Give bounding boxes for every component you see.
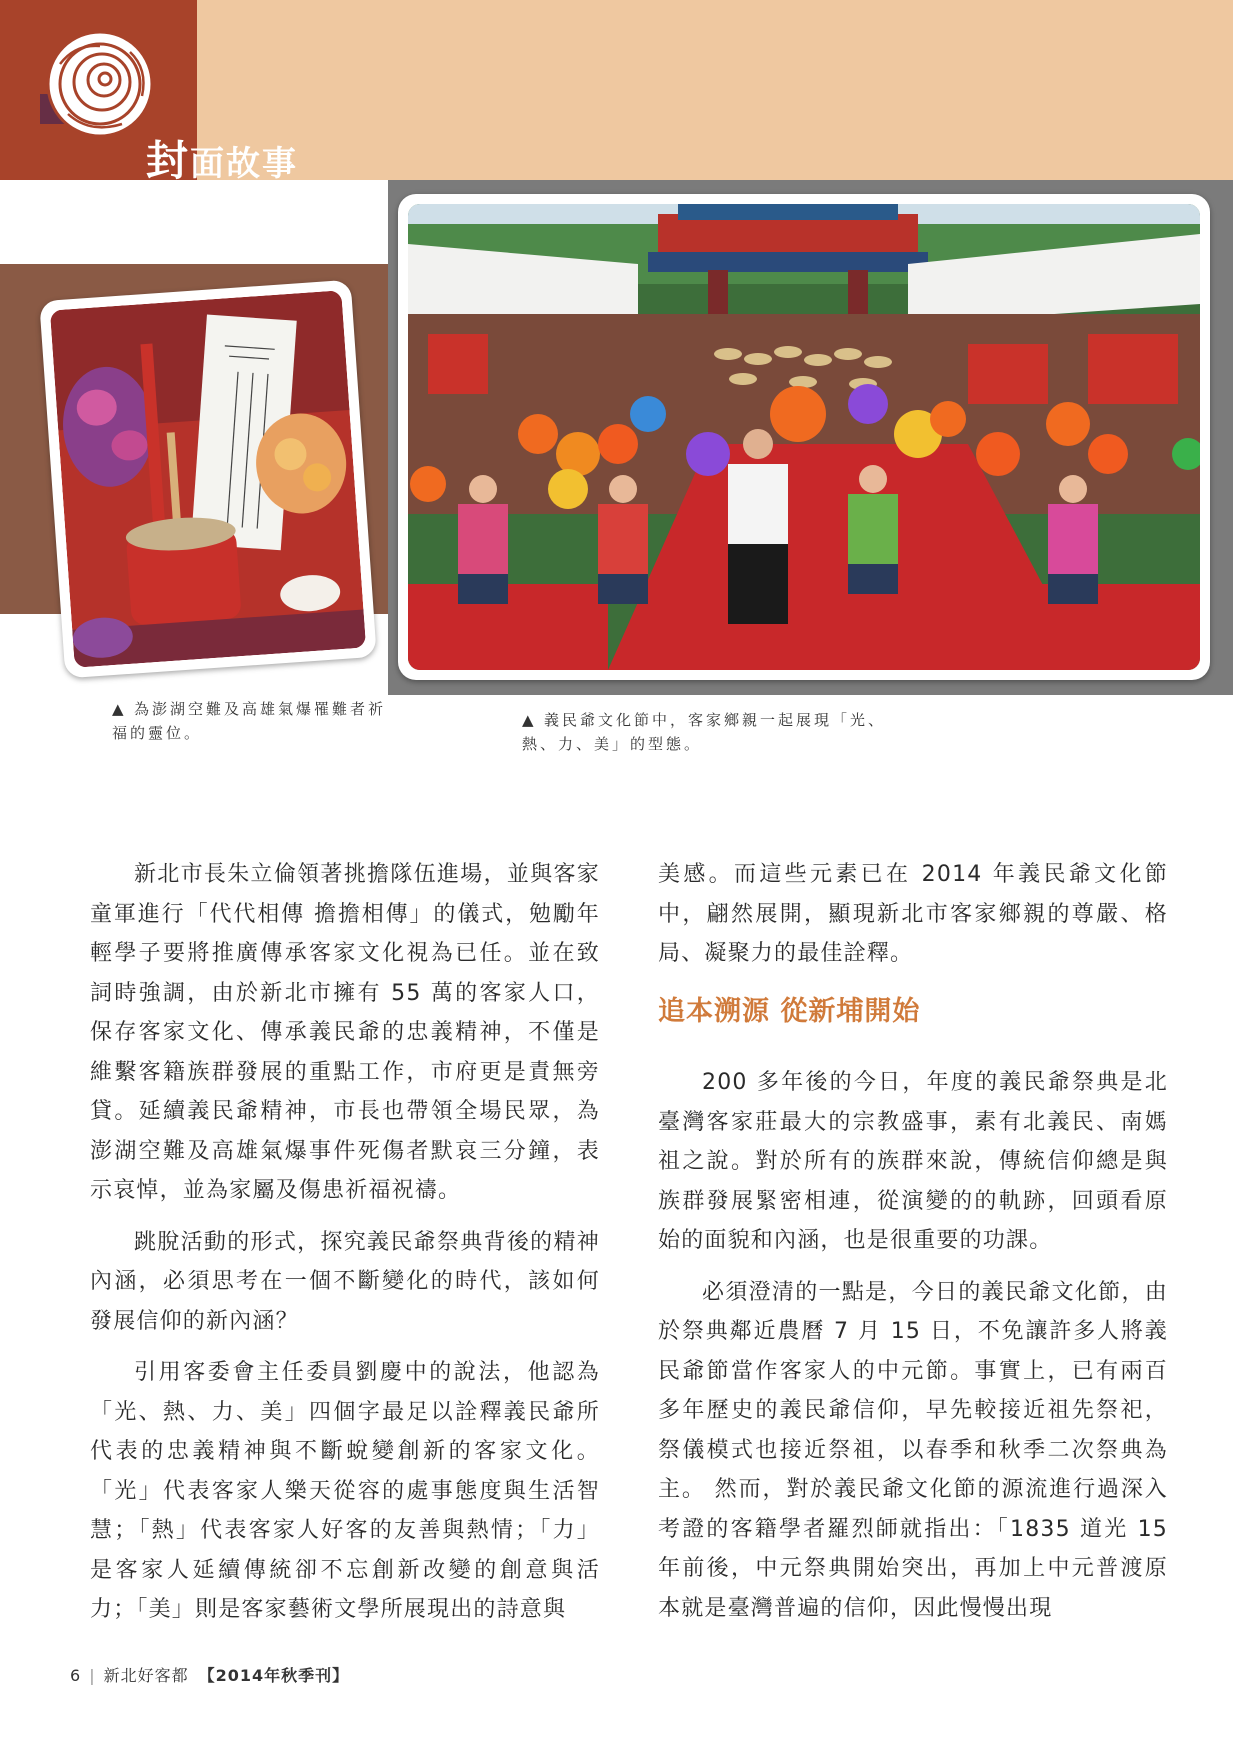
section-title-rest: 面故事 (190, 144, 299, 184)
article-paragraph: 引用客委會主任委員劉慶中的說法，他認為「光、熱、力、美」四個字最足以詮釋義民爺所代表的忠義精神與不斷蛻變創新的客家文化。「光」代表客家人樂天從容的處事態度與生活智慧；「熱」代表客家人好客的友善與熱情；「力」是客家人延續傳統卻不忘創新改變的創意與活力；「美」則是客家藝術文學所展現出的詩意與 (90, 1360, 600, 1622)
memorial-tablet-photo (39, 280, 377, 679)
article-paragraph: 必須澄清的一點是，今日的義民爺文化節，由於祭典鄰近農曆 7 月 15 日，不免讓許多人將義民爺節當作客家人的中元節。事實上，已有兩百多年歷史的義民爺信仰，早先較接近祖先祭祀，祭儀模式也接近祭祖，以春季和秋季二次祭典為主。 然而，對於義民爺文化節的源流進行過深入考證的客籍學者羅烈師就指出：「1835 道光 15 年前後，中元祭典開始突出，再加上中元普渡原本就是臺灣普遍的信仰，因此慢慢出現 (658, 1279, 1168, 1621)
issue-label: 【2014年秋季刊】 (198, 1666, 350, 1685)
header-right-block (197, 0, 1233, 180)
article-right-column (658, 855, 1168, 1640)
caption-right (522, 708, 902, 756)
caption-triangle-icon: ▲ (522, 711, 534, 729)
festival-crowd-image (408, 204, 1200, 670)
article-paragraph: 200 多年後的今日，年度的義民爺祭典是北臺灣客家莊最大的宗教盛事，素有北義民、南媽祖之說。對於所有的族群來說，傳統信仰總是與族群發展緊密相連，從演變的的軌跡，回頭看原始的面貌和內涵，也是很重要的功課。 (658, 1070, 1168, 1253)
section-title (146, 128, 298, 188)
festival-crowd-photo (398, 194, 1210, 680)
caption-right-text: 義民爺文化節中，客家鄉親一起展現「光、熱、力、美」的型態。 (522, 711, 887, 753)
article-left-column (90, 855, 600, 1642)
caption-left (112, 697, 402, 745)
article-subheading: 追本溯源 從新埔開始 (658, 995, 921, 1027)
page-footer (70, 1663, 349, 1686)
caption-triangle-icon: ▲ (112, 700, 124, 718)
caption-left-text: 為澎湖空難及高雄氣爆罹難者祈福的靈位。 (112, 700, 387, 742)
magazine-name: 新北好客都 (103, 1666, 189, 1685)
article-paragraph: 跳脫活動的形式，探究義民爺祭典背後的精神內涵，必須思考在一個不斷變化的時代，該如何發展信仰的新內涵？ (90, 1229, 600, 1334)
section-title-first-char: 封 (146, 136, 191, 185)
article-paragraph-continued: 美感。而這些元素已在 2014 年義民爺文化節中，翩然展開，顯現新北市客家鄉親的尊嚴、格局、凝聚力的最佳詮釋。 (658, 862, 1168, 966)
page-number: 6 (70, 1666, 82, 1685)
footer-separator: | (89, 1666, 96, 1685)
memorial-tablet-image (50, 290, 366, 667)
article-paragraph: 新北市長朱立倫領著挑擔隊伍進場，並與客家童軍進行「代代相傳 擔擔相傳」的儀式，勉勵年輕學子要將推廣傳承客家文化視為已任。並在致詞時強調，由於新北市擁有 55 萬的客家人口，保存客家文化、傳承義民爺的忠義精神，不僅是維繫客籍族群發展的重點工作，市府更是責無旁貸。延續義民爺精神，市長也帶領全場民眾，為澎湖空難及高雄氣爆事件死傷者默哀三分鐘，表示哀悼，並為家屬及傷患祈福祝禱。 (90, 862, 600, 1203)
